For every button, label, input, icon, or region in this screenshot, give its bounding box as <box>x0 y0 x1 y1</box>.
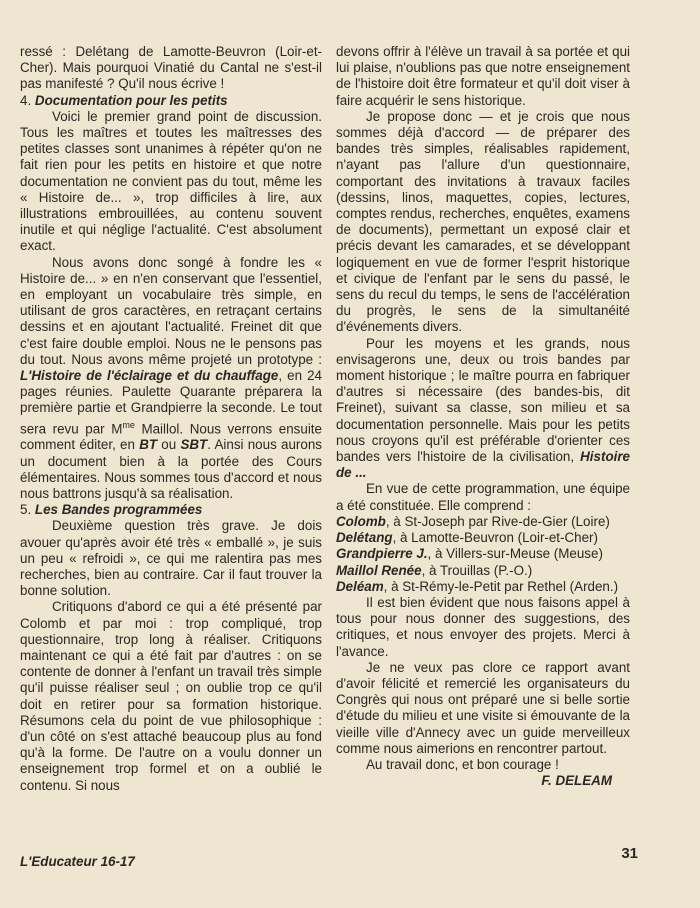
page-number: 31 <box>621 845 638 862</box>
team-member <box>336 530 630 546</box>
paragraph: Critiquons d'abord ce qui a été présenté par Colomb et par moi : trop compliqué, trop questionnaire, trop long à réaliser. Critiquons maintenant ce qui a été fait par d'autres : on se contente de donner à l'enfant un travail très simple qu'il puisse réaliser seul ; on oublie trop ce qu'il doit en retirer pour sa formation historique. Résumons cela du point de vue philosophique : d'un côté on s'est attaché beaucoup plus au fond qu'à la forme. De l'autre on a voulu donner un enseignement trop formel et on a oublié le contenu. Si nous <box>20 599 322 793</box>
member-place: , à Lamotte-Beuvron (Loir-et-Cher) <box>392 530 598 546</box>
member-name: Maillol Renée <box>336 562 422 578</box>
member-name: Delétang <box>336 530 393 546</box>
paragraph: Il est bien évident que nous faisons appel à tous pour nous donner des suggestions, des critiques, et nous envoyer des projets. Merci à l'avance. <box>336 594 630 659</box>
collection-name: BT <box>139 437 158 453</box>
section-number: 4. <box>20 92 32 108</box>
team-member <box>336 579 630 595</box>
member-place: , à Villers-sur-Meuse (Meuse) <box>427 546 603 562</box>
paragraph <box>336 336 630 482</box>
paragraph: En vue de cette programmation, une équipe a été constituée. Elle comprend : <box>336 481 630 513</box>
member-name: Deléam <box>336 578 384 594</box>
paragraph: devons offrir à l'élève un travail à sa portée et qui lui plaise, n'oublions pas que notre enseignement de l'histoire doit être formateur et qu'il doit viser à faire acquérir le sens historique. <box>336 44 630 108</box>
left-column <box>20 44 322 794</box>
member-name: Colomb <box>336 513 386 529</box>
paragraph: Deuxième question très grave. Je dois avouer qu'après avoir été très « emballé », je suis un peu « refroidi », ce qui me ralentira pas mes recherches, bien au contraire. Car il faut trouver la bonne solution. <box>20 518 322 599</box>
team-member <box>336 546 630 562</box>
text-run: ou <box>157 437 181 453</box>
section-title: Les Bandes programmées <box>34 502 203 518</box>
collection-name: SBT <box>180 437 208 453</box>
member-place: , à St-Joseph par Rive-de-Gier (Loire) <box>385 513 610 529</box>
paragraph <box>20 255 322 503</box>
right-column <box>336 44 630 789</box>
text-run: Maillol. Nous verrons ensuite comment éditer, en <box>20 421 322 453</box>
journal-footer: L'Educateur 16-17 <box>20 854 135 869</box>
book-title: Histoire de ... <box>336 449 630 481</box>
superscript: me <box>122 419 135 430</box>
member-place: , à Trouillas (P.-O.) <box>421 562 533 578</box>
book-title: L'Histoire de l'éclairage et du chauffage <box>20 368 279 384</box>
section-heading-4 <box>20 93 322 109</box>
member-place: , à St-Rémy-le-Petit par Rethel (Arden.) <box>383 578 619 594</box>
text-run: Pour les moyens et les grands, nous envisagerons une, deux ou trois bandes par moment historique ; le maître pourra en fabriquer d'autres si nécessaire (des bandes-bis, dit Freinet), suivant sa classe, son milieu et sa documentation personnelle. Mais pour les petits nous croyons qu'il est préférable d'orienter ces bandes vers l'histoire de la civilisation, <box>336 335 630 465</box>
team-list <box>336 514 630 595</box>
paragraph: Voici le premier grand point de discussion. Tous les maîtres et toutes les maîtresses des petites classes sont unanimes à répéter qu'on ne fait rien pour les petits en histoire et que notre documentation ne convient pas du tout, même les « Histoire de... », trop difficiles à lire, aux illustrations embrouillées, au contenu souvent inutile et qui néglige l'actualité. C'est absolument exact. <box>20 108 322 254</box>
text-run: . Ainsi nous aurons un document bien à la portée des Cours élémentaires. Nous sommes tous d'accord et nous nous battrons jusqu'à sa réalisation. <box>20 437 322 501</box>
paragraph: Je propose donc — et je crois que nous sommes déjà d'accord — de préparer des bandes très simples, réalisables rapidement, n'ayant pas l'allure d'un questionnaire, comportant des invitations à travaux faciles (dessins, linos, maquettes, copies, lectures, comptes rendus, recherches, enquêtes, examens de documents), permettant un exposé clair et précis devant les camarades, et se développant logiquement en vue de former l'esprit historique et civique de l'enfant par le sens du passé, le sens du recul du temps, le sens de l'accélération du progrès, le sens de la simultanéité d'événements divers. <box>336 108 630 335</box>
team-member <box>336 514 630 530</box>
member-name: Grandpierre J. <box>336 546 428 562</box>
section-title: Documentation pour les petits <box>34 92 228 108</box>
paragraph: Au travail donc, et bon courage ! <box>366 756 559 772</box>
text-run: Nous avons donc songé à fondre les « Histoire de... » en n'en conservant que l'essentiel, en employant un vocabulaire très simple, en utilisant de gros caractères, en retraçant certains dessins et en ajoutant l'actualité. Freinet dit que c'est faire double emploi. Nous ne le pensons pas du tout. Nous avons même projeté un prototype : <box>20 254 322 367</box>
signature: F. DELEAM <box>541 773 612 789</box>
team-member <box>336 563 630 579</box>
paragraph: ressé : Delétang de Lamotte-Beuvron (Loir-et-Cher). Mais pourquoi Vinatié du Cantal ne s'est-il pas manifesté ? Qu'il nous écrive ! <box>20 44 322 92</box>
section-number: 5. <box>20 502 32 518</box>
section-heading-5 <box>20 502 322 518</box>
text-run: , en 24 pages réunies. Paulette Quarante préparera la première partie et Grandpierre la seconde. Le tout sera revu par M <box>20 368 322 437</box>
paragraph: Je ne veux pas clore ce rapport avant d'avoir félicité et remercié les organisateurs du Congrès qui nous ont préparé une si belle sortie d'étude du milieu et une visite si émouvante de la vieille ville d'Annecy avec un guide merveilleux comme nous aimerions en rencontrer partout. <box>336 659 630 756</box>
